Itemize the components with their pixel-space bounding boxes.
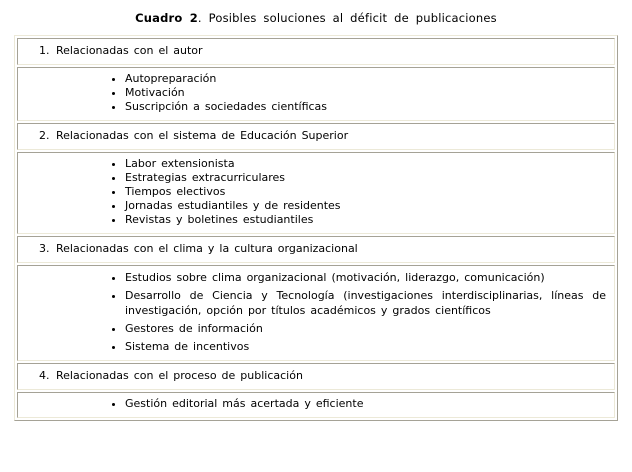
- section-heading: Relacionadas con el sistema de Educación Superior: [56, 129, 349, 142]
- list-item: • Revistas y boletines estudiantiles: [125, 213, 606, 227]
- list-item: • Estrategias extracurriculares: [125, 171, 606, 185]
- section-2-items-row: [17, 152, 615, 234]
- section-heading: Relacionadas con el clima y la cultura organizacional: [56, 242, 358, 255]
- table-caption-text: . Posibles soluciones al déficit de publicaciones: [197, 11, 497, 25]
- bullet-list: [18, 397, 610, 411]
- list-item: • Tiempos electivos: [125, 185, 606, 199]
- section-heading: Relacionadas con el proceso de publicación: [56, 369, 303, 382]
- list-item: • Gestión editorial más acertada y eficiente: [125, 397, 606, 411]
- section-number: 2.: [39, 129, 50, 142]
- bullet-list: [18, 270, 610, 354]
- section-4-items-row: [17, 392, 615, 418]
- section-3-header-row: [17, 236, 615, 263]
- section-number: 4.: [39, 369, 50, 382]
- list-item: • Motivación: [125, 86, 606, 100]
- bullet-list: [18, 72, 610, 114]
- section-heading: Relacionadas con el autor: [56, 44, 203, 57]
- section-number: 3.: [39, 242, 50, 255]
- list-item: • Labor extensionista: [125, 157, 606, 171]
- section-2-header-row: [17, 123, 615, 150]
- section-1-items-row: [17, 67, 615, 121]
- section-1-header-row: [17, 38, 615, 65]
- list-item: • Autopreparación: [125, 72, 606, 86]
- list-item: • Gestores de información: [125, 321, 606, 336]
- list-item: • Sistema de incentivos: [125, 339, 606, 354]
- table-caption-number: Cuadro 2: [135, 11, 198, 25]
- list-item: • Desarrollo de Ciencia y Tecnología (investigaciones interdisciplinarias, líneas de investigación, opción por títulos académicos y grados científicos: [125, 288, 606, 318]
- table-caption: [0, 0, 632, 25]
- section-number: 1.: [39, 44, 50, 57]
- list-item: • Suscripción a sociedades científicas: [125, 100, 606, 114]
- bullet-list: [18, 157, 610, 227]
- section-3-items-row: [17, 265, 615, 361]
- section-4-header-row: [17, 363, 615, 390]
- list-item: • Jornadas estudiantiles y de residentes: [125, 199, 606, 213]
- solutions-table: [14, 35, 618, 421]
- list-item: • Estudios sobre clima organizacional (motivación, liderazgo, comunicación): [125, 270, 606, 285]
